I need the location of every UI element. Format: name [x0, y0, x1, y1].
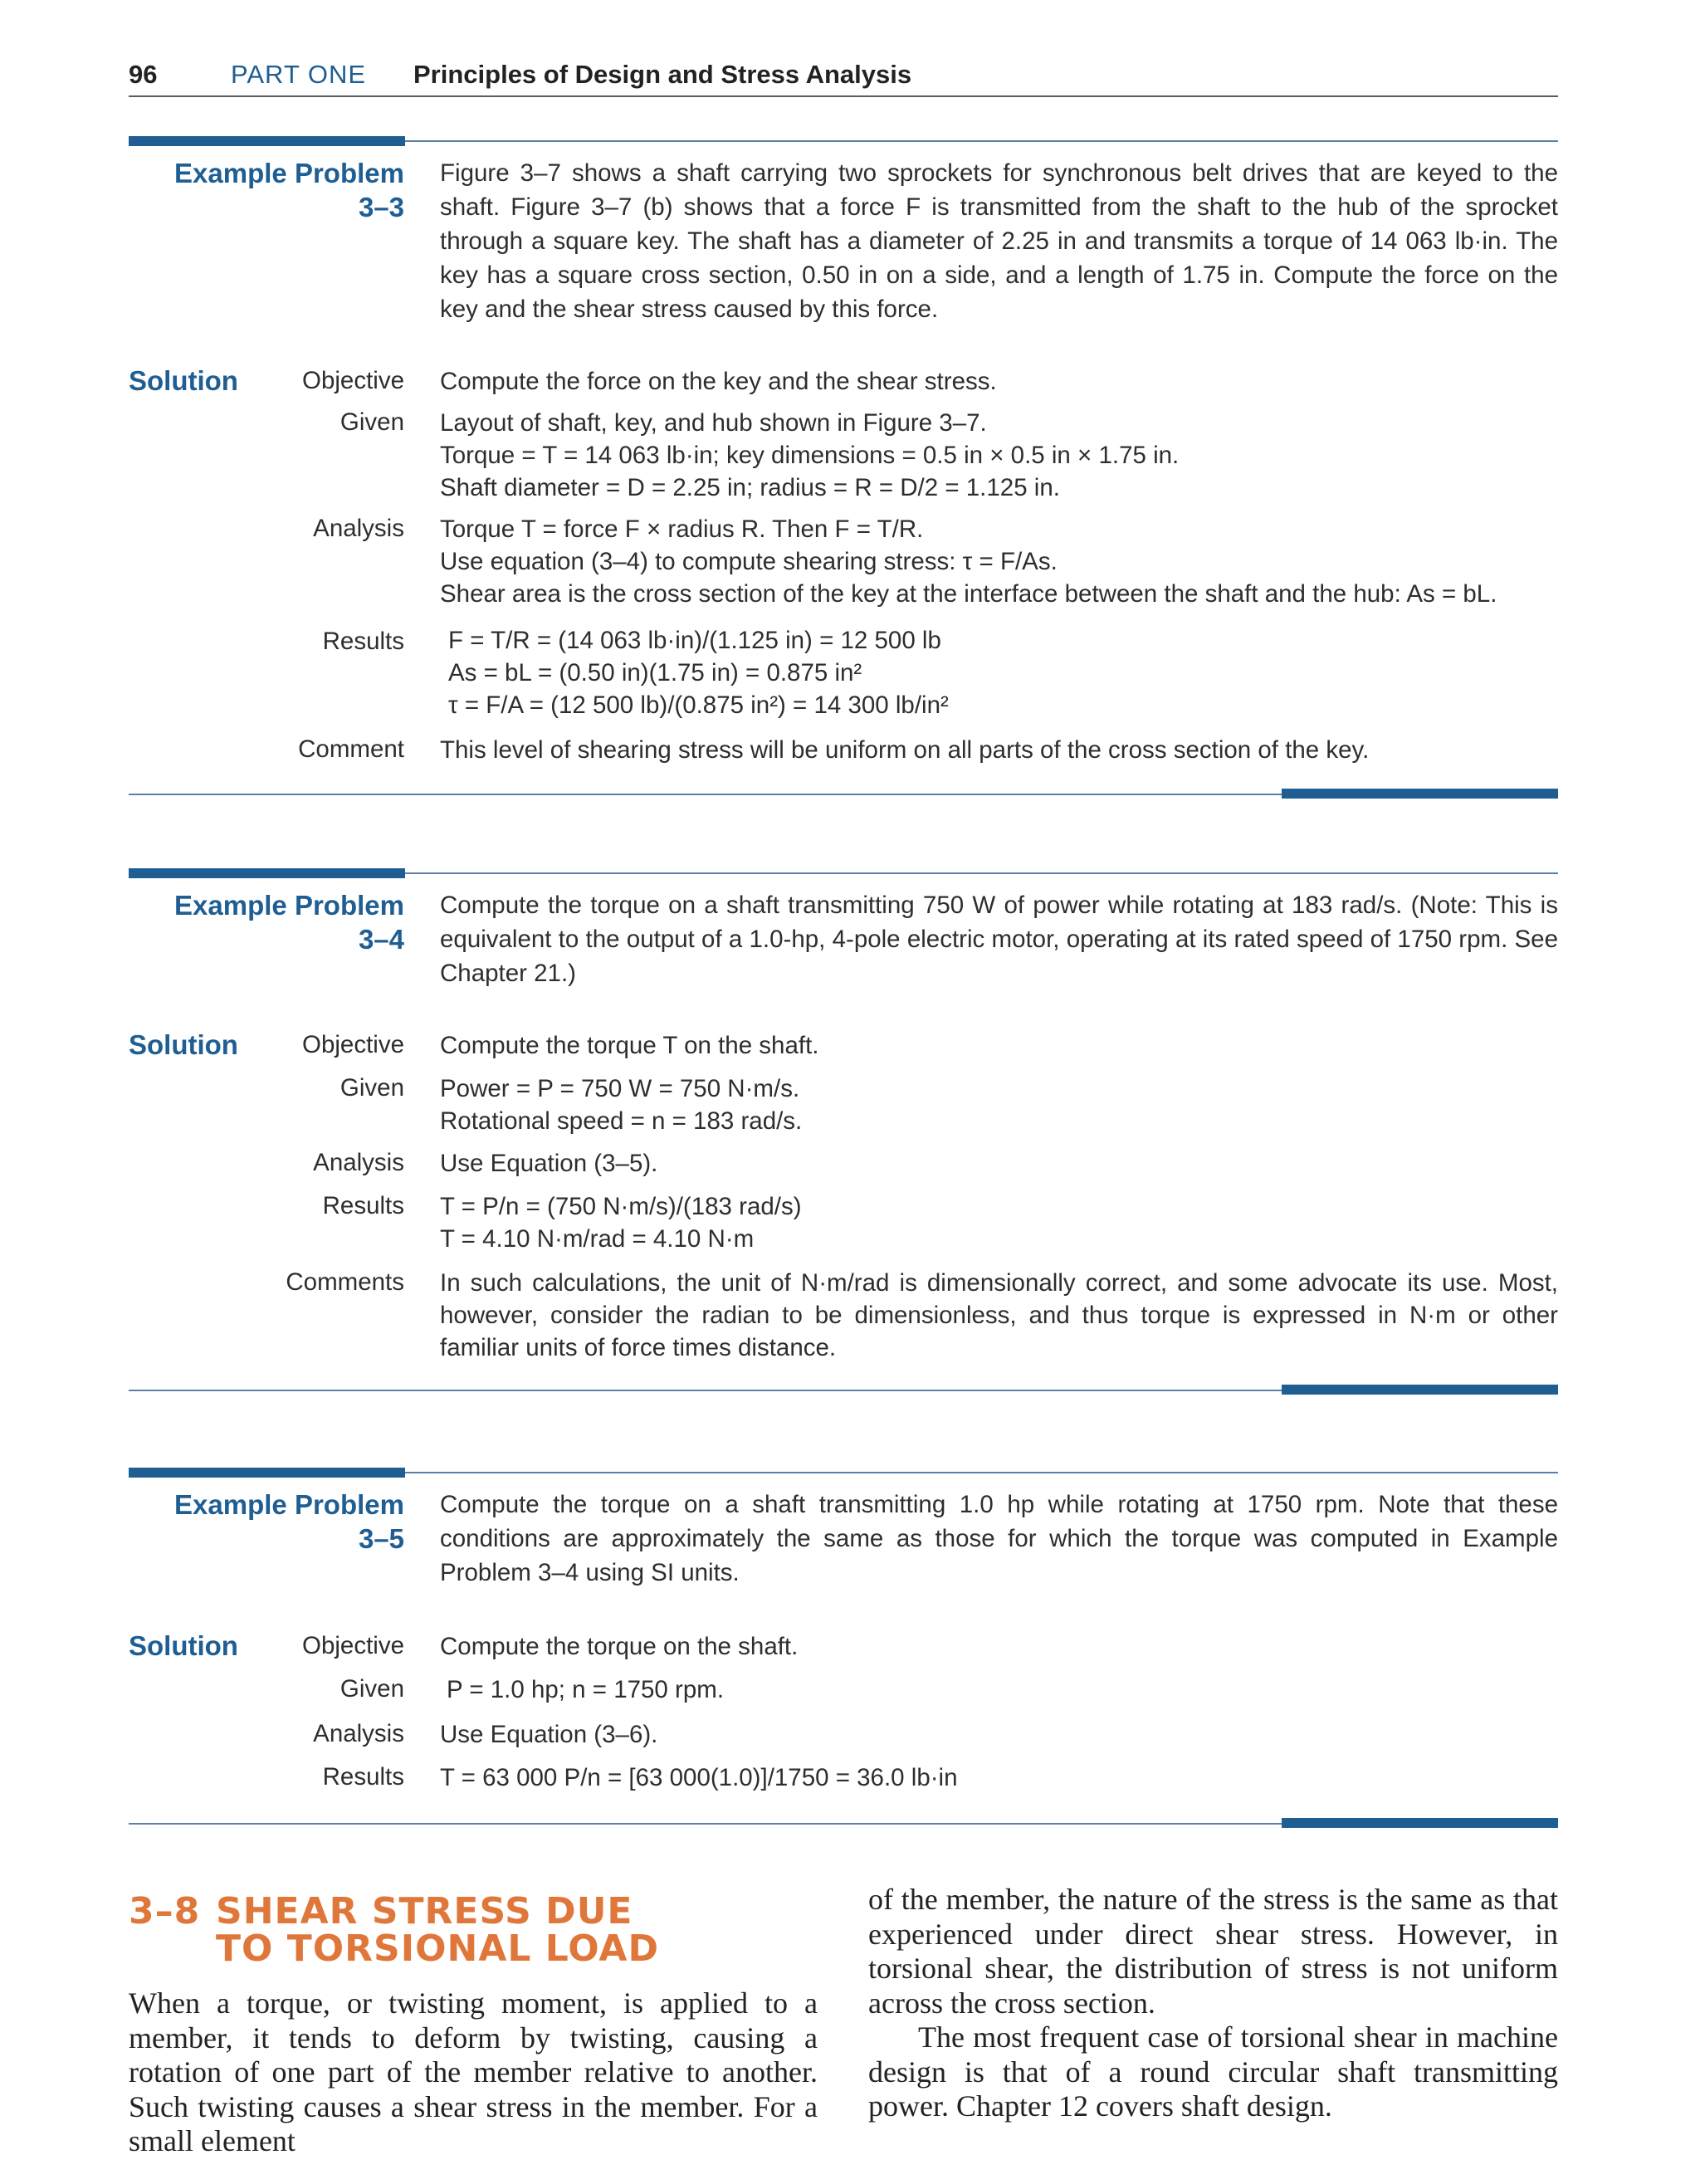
box-bottom-bar [1282, 1385, 1558, 1395]
box-bottom-bar [1282, 789, 1558, 799]
analysis-label: Analysis [313, 1149, 404, 1176]
box-bottom-line [129, 794, 1282, 795]
analysis-label: Analysis [313, 1720, 404, 1747]
given-text: P = 1.0 hp; n = 1750 rpm. [447, 1676, 725, 1703]
problem-statement: Compute the torque on a shaft transmitting 1.0 hp while rotating at 1750 rpm. Note that these conditions are approximately the same as those for which the torque was computed in Example Problem 3–4 using SI units. [440, 1491, 1558, 1586]
comments-label: Comments [286, 1268, 404, 1296]
box-top-bar [129, 868, 405, 878]
objective-text: Compute the torque T on the shaft. [440, 1032, 819, 1059]
example-label: Example Problem 3–5 [174, 1489, 404, 1554]
objective-label: Objective [302, 1632, 404, 1659]
objective-text: Compute the torque on the shaft. [440, 1633, 799, 1660]
results-text: T = 63 000 P/n = [63 000(1.0)]/1750 = 36.0 lb·in [440, 1764, 958, 1791]
page-number: 96 [129, 60, 158, 89]
part-label: PART ONE [231, 60, 367, 89]
solution-label: Solution [129, 365, 238, 396]
given-label: Given [340, 1675, 404, 1703]
results-label: Results [322, 1192, 404, 1219]
problem-statement: Figure 3–7 shows a shaft carrying two sprockets for synchronous belt drives that are keyed to the shaft. Figure 3–7 (b) shows that a force F is transmitted from the shaft to the hub of the sprocket through a square key. The shaft has a diameter of 2.25 in and transmits a torque of 14 063 lb·in. The key has a square cross section, 0.50 in on a side, and a length of 1.75 in. Compute the force on the key and the shear stress caused by this force. [440, 159, 1558, 323]
left-column-paragraph: When a torque, or twisting moment, is applied to a member, it tends to deform by twisting, causing a rotation of one part of the member relative to another. Such twisting causes a shear stress in the member. For a small element [129, 1986, 818, 2157]
solution-label: Solution [129, 1630, 238, 1661]
analysis-text: Torque T = force F × radius R. Then F = T/R. Use equation (3–4) to compute shearing stress: τ = F/As. Shear area is the cross section of the key at the interface between the shaft and the hub: As = bL. [440, 515, 1497, 608]
results-text: F = T/R = (14 063 lb·in)/(1.125 in) = 12 500 lb As = bL = (0.50 in)(1.75 in) = 0.875 in² τ = F/A = (12 500 lb)/(0.875 in²) = 14 300 lb/in² [448, 627, 949, 719]
objective-text: Compute the force on the key and the shear stress. [440, 368, 997, 395]
given-label: Given [340, 408, 404, 436]
solution-label: Solution [129, 1029, 238, 1060]
box-top-line [405, 1472, 1558, 1473]
results-label: Results [322, 1763, 404, 1791]
section-heading [129, 1890, 659, 1970]
box-bottom-line [129, 1823, 1282, 1825]
problem-statement: Compute the torque on a shaft transmitting 750 W of power while rotating at 183 rad/s. (Note: This is equivalent to the output of a 1.0-hp, 4-pole electric motor, operating at its rated speed of 1750 rpm. See Chapter 21.) [440, 892, 1558, 987]
comment-text: This level of shearing stress will be uniform on all parts of the cross section of the key. [440, 736, 1370, 764]
example-problem-3-3 [129, 136, 1558, 800]
results-label: Results [322, 628, 404, 655]
right-paragraph-1: of the member, the nature of the stress is the same as that experienced under direct shear stress. However, in torsional shear, the distribution of stress is not uniform across the cross section. [868, 1883, 1558, 2020]
analysis-text: Use Equation (3–6). [440, 1721, 658, 1748]
example-problem-3-5 [129, 1468, 1558, 1833]
objective-label: Objective [302, 1031, 404, 1058]
given-text: Power = P = 750 W = 750 N·m/s. Rotational speed = n = 183 rad/s. [440, 1075, 803, 1135]
results-text: T = P/n = (750 N·m/s)/(183 rad/s) T = 4.10 N·m/rad = 4.10 N·m [440, 1193, 802, 1253]
right-paragraph-2: The most frequent case of torsional shear in machine design is that of a round circular shaft transmitting power. Chapter 12 covers shaft design. [868, 2020, 1558, 2123]
section-title-line2: TO TORSIONAL LOAD [216, 1927, 659, 1970]
analysis-text: Use Equation (3–5). [440, 1150, 658, 1177]
objective-label: Objective [302, 367, 404, 394]
section-title-line1: SHEAR STRESS DUE [216, 1890, 633, 1932]
given-label: Given [340, 1074, 404, 1102]
comments-text: In such calculations, the unit of N·m/rad is dimensionally correct, and some advocate its use. Most, however, consider the radian to be dimensionless, and thus torque is expressed in N·m or other familiar units of force times distance. [440, 1269, 1558, 1361]
box-bottom-bar [1282, 1818, 1558, 1828]
header-rule [129, 95, 1558, 97]
running-title: Principles of Design and Stress Analysis [413, 60, 912, 89]
example-label: Example Problem 3–3 [174, 158, 404, 222]
box-top-line [405, 872, 1558, 874]
box-top-bar [129, 136, 405, 146]
right-column [868, 1883, 1558, 2124]
box-bottom-line [129, 1390, 1282, 1391]
example-label: Example Problem 3–4 [174, 890, 404, 955]
box-top-bar [129, 1468, 405, 1478]
comment-label: Comment [298, 735, 404, 763]
analysis-label: Analysis [313, 515, 404, 542]
box-top-line [405, 140, 1558, 142]
section-number: 3–8 [129, 1890, 201, 1932]
given-text: Layout of shaft, key, and hub shown in Figure 3–7. Torque = T = 14 063 lb·in; key dimensions = 0.5 in × 0.5 in × 1.75 in. Shaft diameter = D = 2.25 in; radius = R = D/2 = 1.125 in. [440, 409, 1180, 501]
example-problem-3-4 [129, 868, 1558, 1400]
